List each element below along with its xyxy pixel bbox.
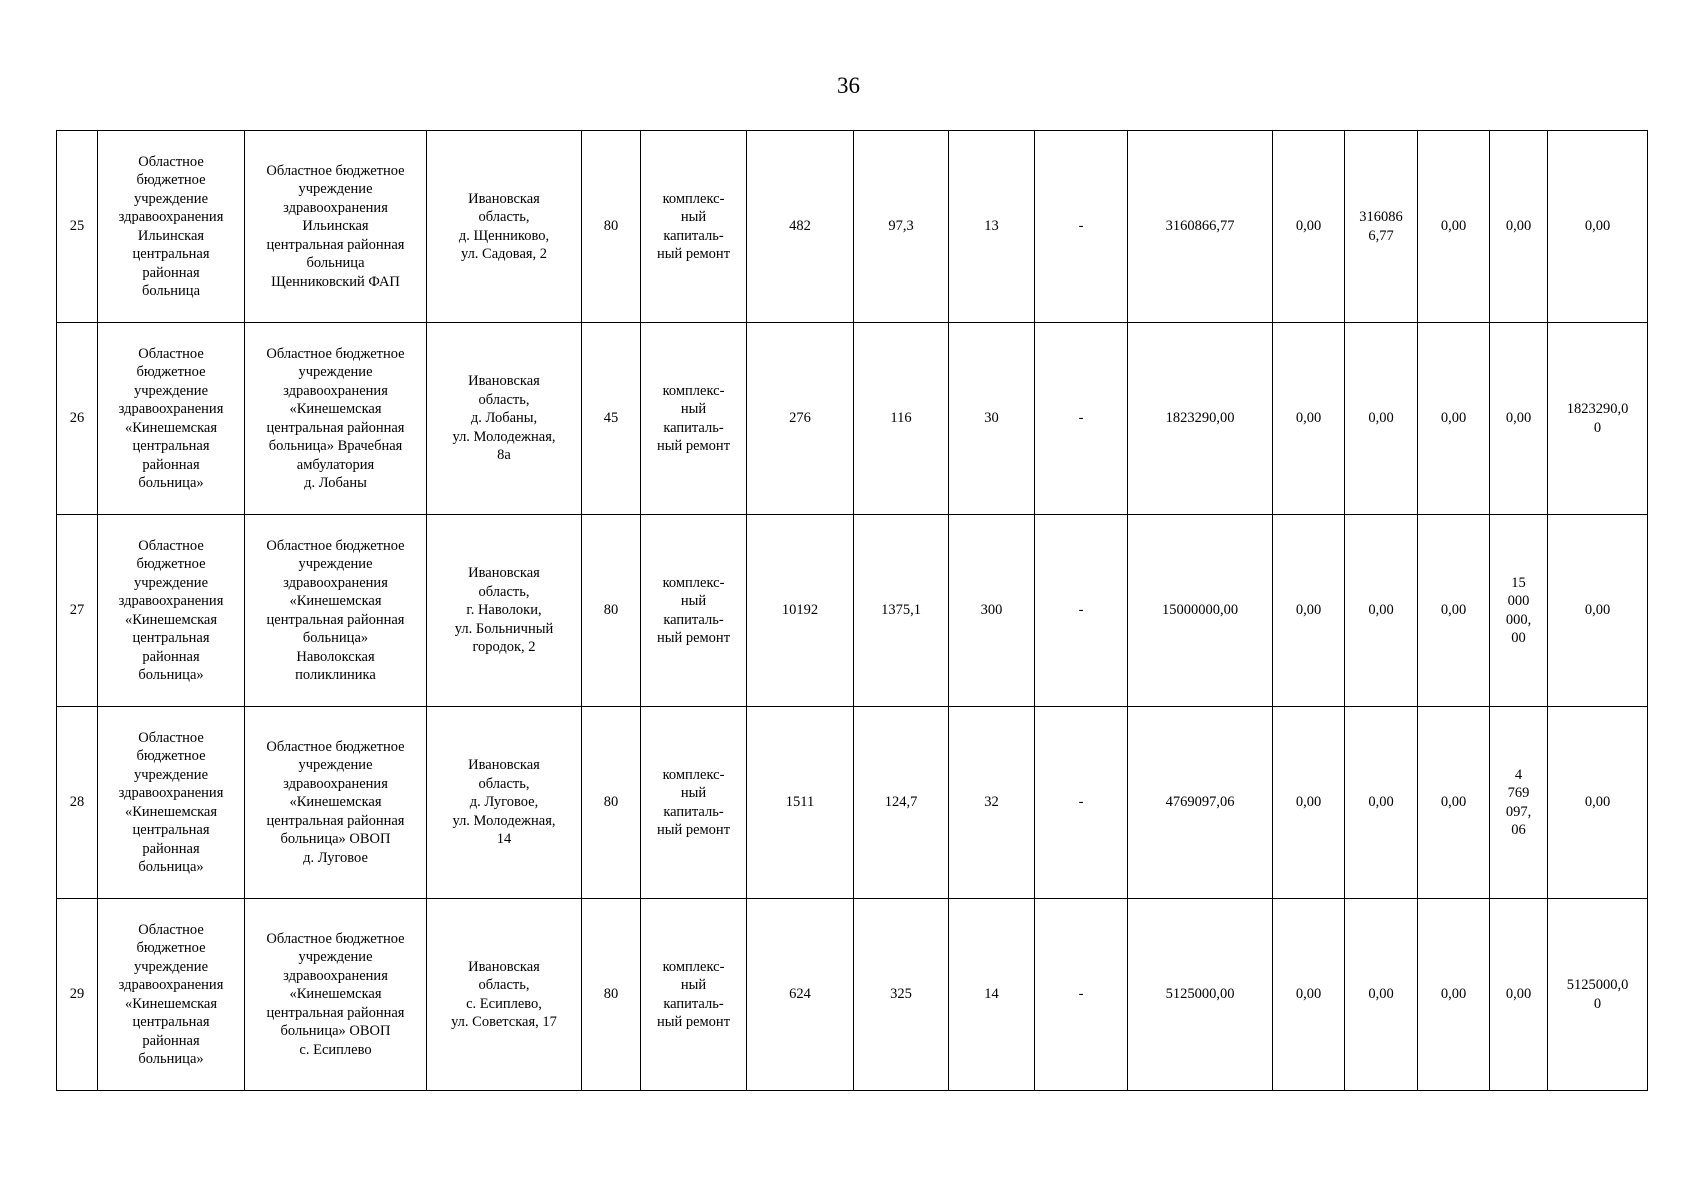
- total-cost-cell: 5125000,00: [1128, 899, 1273, 1091]
- cell-line: 0,00: [1368, 986, 1394, 1003]
- cell-line: Областное бюджетное: [266, 537, 405, 554]
- cell-line: 000: [1507, 593, 1530, 609]
- cell-line: капиталь-: [663, 611, 724, 628]
- cell-line: районная: [142, 840, 200, 857]
- cell-line: Ивановская: [468, 565, 540, 582]
- cell-line: Областное: [138, 537, 204, 554]
- cell-line: ул. Молодежная,: [452, 812, 556, 829]
- address-cell: [427, 899, 582, 1091]
- cell-line: 00: [1511, 630, 1526, 646]
- col16-cell: [1548, 131, 1648, 323]
- cell-line: д. Луговое: [303, 849, 368, 866]
- cell-line: Ильинская: [137, 227, 205, 244]
- cell-line: больница: [306, 255, 365, 272]
- cell-line: 0,00: [1505, 218, 1532, 235]
- wear-cell: 80: [582, 899, 641, 1091]
- cell-line: область,: [478, 775, 530, 792]
- col12-cell: 0,00: [1273, 707, 1345, 899]
- cell-line: районная: [142, 456, 200, 473]
- cell-line: учреждение: [133, 190, 208, 207]
- cell-line: центральная: [132, 822, 210, 838]
- cell-line: «Кинешемская: [289, 401, 382, 417]
- col7-cell: 1511: [747, 707, 854, 899]
- cell-line: 0,00: [1368, 794, 1394, 811]
- col13-cell: [1345, 707, 1418, 899]
- cell-line: ул. Садовая, 2: [460, 246, 548, 262]
- cell-line: ный ремонт: [656, 630, 731, 646]
- cell-line: здравоохранения: [283, 967, 388, 984]
- cell-line: ный ремонт: [656, 822, 731, 838]
- wear-cell: 80: [582, 131, 641, 323]
- cell-line: 6,77: [1368, 227, 1394, 244]
- cell-line: Областное бюджетное: [266, 345, 405, 362]
- cell-line: учреждение: [298, 757, 373, 774]
- cell-line: Наволокская: [296, 648, 375, 665]
- col13-cell: [1345, 515, 1418, 707]
- cell-line: комплекс-: [662, 190, 725, 207]
- cell-line: Областное: [138, 921, 204, 938]
- row-number-cell: 29: [57, 899, 98, 1091]
- cell-line: ный: [680, 785, 707, 801]
- cell-line: 0,00: [1505, 410, 1532, 427]
- col13-cell: [1345, 323, 1418, 515]
- total-cost-cell: 4769097,06: [1128, 707, 1273, 899]
- cell-line: Областное бюджетное: [266, 930, 405, 947]
- row-number-cell: 25: [57, 131, 98, 323]
- col15-cell: [1490, 515, 1548, 707]
- address-cell: [427, 707, 582, 899]
- cell-line: учреждение: [298, 556, 373, 572]
- col15-cell: [1490, 323, 1548, 515]
- work-type-cell: [641, 131, 747, 323]
- wear-cell: 45: [582, 323, 641, 515]
- object-cell: [245, 131, 427, 323]
- cell-line: учреждение: [133, 958, 208, 975]
- cell-line: ный: [680, 977, 707, 993]
- cell-line: учреждение: [298, 949, 373, 966]
- owner-cell: [98, 131, 245, 323]
- cell-line: капиталь-: [663, 803, 724, 820]
- cell-line: г. Наволоки,: [466, 602, 542, 619]
- col16-cell: [1548, 899, 1648, 1091]
- cell-line: «Кинешемская: [124, 611, 218, 628]
- work-type-cell: [641, 515, 747, 707]
- cell-line: область,: [478, 977, 530, 993]
- cell-line: 769: [1507, 785, 1530, 801]
- col7-cell: 482: [747, 131, 854, 323]
- cell-line: 0,00: [1584, 794, 1611, 811]
- cell-line: больница» Врачебная: [268, 438, 403, 454]
- col9-cell: 30: [949, 323, 1035, 515]
- cell-line: городок, 2: [472, 639, 536, 656]
- row-number-cell: 28: [57, 707, 98, 899]
- cell-line: бюджетное: [136, 172, 206, 188]
- cell-line: больница»: [138, 1051, 204, 1067]
- cell-line: 0,00: [1584, 602, 1611, 619]
- address-cell: [427, 131, 582, 323]
- col15-cell: [1490, 899, 1548, 1091]
- total-cost-cell: 15000000,00: [1128, 515, 1273, 707]
- cell-line: 097,: [1505, 803, 1532, 820]
- cell-line: 316086: [1359, 209, 1403, 225]
- cell-line: центральная районная: [266, 1004, 405, 1021]
- col15-cell: [1490, 707, 1548, 899]
- cell-line: д. Лобаны,: [470, 410, 538, 427]
- col13-cell: [1345, 899, 1418, 1091]
- col12-cell: 0,00: [1273, 131, 1345, 323]
- col10-cell: -: [1035, 707, 1128, 899]
- cell-line: учреждение: [133, 574, 208, 591]
- page-number: 36: [837, 73, 860, 98]
- cell-line: учреждение: [298, 181, 373, 198]
- cell-line: «Кинешемская: [289, 794, 382, 811]
- cell-line: Ивановская: [468, 958, 540, 975]
- cell-line: Областное бюджетное: [266, 162, 405, 179]
- col14-cell: 0,00: [1418, 707, 1490, 899]
- object-cell: [245, 323, 427, 515]
- col7-cell: 624: [747, 899, 854, 1091]
- cell-line: ул. Советская, 17: [451, 1014, 557, 1030]
- address-cell: [427, 323, 582, 515]
- cell-line: капиталь-: [663, 995, 724, 1012]
- cell-line: центральная: [132, 1014, 210, 1030]
- table-row: [57, 131, 1648, 323]
- cell-line: область,: [478, 209, 530, 225]
- col8-cell: 116: [854, 323, 949, 515]
- total-cost-cell: 1823290,00: [1128, 323, 1273, 515]
- col12-cell: 0,00: [1273, 323, 1345, 515]
- col8-cell: 124,7: [854, 707, 949, 899]
- cell-line: 0,00: [1368, 602, 1394, 619]
- cell-line: комплекс-: [662, 574, 725, 591]
- col13-cell: [1345, 131, 1418, 323]
- cell-line: «Кинешемская: [124, 995, 218, 1012]
- col16-cell: [1548, 515, 1648, 707]
- work-type-cell: [641, 323, 747, 515]
- col8-cell: 325: [854, 899, 949, 1091]
- cell-line: районная: [142, 1032, 200, 1049]
- cell-line: ный ремонт: [656, 1014, 731, 1030]
- cell-line: Областное: [138, 729, 204, 746]
- cell-line: Ивановская: [468, 190, 540, 207]
- cell-line: здравоохранения: [283, 574, 388, 591]
- facilities-table: [56, 130, 1648, 1091]
- cell-line: «Кинешемская: [124, 803, 218, 820]
- row-number-cell: 26: [57, 323, 98, 515]
- cell-line: 15: [1511, 574, 1526, 591]
- col9-cell: 300: [949, 515, 1035, 707]
- col14-cell: 0,00: [1418, 899, 1490, 1091]
- cell-line: центральная районная: [266, 419, 405, 436]
- col14-cell: 0,00: [1418, 323, 1490, 515]
- cell-line: районная: [142, 264, 200, 281]
- cell-line: область,: [478, 391, 530, 408]
- cell-line: 4: [1514, 766, 1523, 783]
- cell-line: здравоохранения: [118, 785, 224, 801]
- owner-cell: [98, 323, 245, 515]
- cell-line: ный ремонт: [656, 438, 731, 454]
- cell-line: 14: [496, 831, 512, 848]
- col8-cell: 1375,1: [854, 515, 949, 707]
- col14-cell: 0,00: [1418, 515, 1490, 707]
- owner-cell: [98, 707, 245, 899]
- cell-line: Ивановская: [468, 373, 540, 390]
- col7-cell: 276: [747, 323, 854, 515]
- col10-cell: -: [1035, 899, 1128, 1091]
- cell-line: с. Есиплево,: [466, 995, 542, 1012]
- cell-line: комплекс-: [662, 958, 725, 975]
- col16-cell: [1548, 323, 1648, 515]
- col10-cell: -: [1035, 515, 1128, 707]
- cell-line: Ивановская: [468, 757, 540, 774]
- cell-line: 000,: [1505, 611, 1532, 628]
- cell-line: учреждение: [133, 766, 208, 783]
- cell-line: учреждение: [298, 364, 373, 380]
- cell-line: бюджетное: [136, 364, 206, 380]
- work-type-cell: [641, 707, 747, 899]
- cell-line: д. Лобаны: [304, 475, 367, 491]
- cell-line: ный: [680, 401, 707, 417]
- col16-cell: [1548, 707, 1648, 899]
- cell-line: ный: [680, 209, 707, 225]
- cell-line: Ильинская: [302, 218, 369, 235]
- total-cost-cell: 3160866,77: [1128, 131, 1273, 323]
- cell-line: капиталь-: [663, 227, 724, 244]
- cell-line: больница: [142, 283, 200, 299]
- row-number-cell: 27: [57, 515, 98, 707]
- object-cell: [245, 707, 427, 899]
- cell-line: 0,00: [1505, 986, 1532, 1003]
- cell-line: больница»: [138, 859, 204, 875]
- cell-line: 0,00: [1584, 218, 1611, 235]
- cell-line: центральная: [132, 630, 210, 646]
- cell-line: комплекс-: [662, 766, 725, 783]
- cell-line: 8а: [497, 447, 511, 464]
- cell-line: бюджетное: [136, 556, 206, 572]
- address-cell: [427, 515, 582, 707]
- cell-line: Щенниковский ФАП: [271, 273, 400, 290]
- col10-cell: -: [1035, 323, 1128, 515]
- cell-line: 5125000,0: [1566, 977, 1629, 993]
- cell-line: здравоохранения: [118, 401, 224, 417]
- cell-line: здравоохранения: [283, 382, 388, 399]
- wear-cell: 80: [582, 707, 641, 899]
- cell-line: ный: [680, 593, 707, 609]
- cell-line: больница»: [138, 475, 204, 491]
- table-body: [57, 131, 1648, 1091]
- object-cell: [245, 515, 427, 707]
- cell-line: д. Луговое,: [469, 794, 539, 811]
- cell-line: комплекс-: [662, 382, 725, 399]
- cell-line: здравоохранения: [283, 199, 388, 216]
- col9-cell: 32: [949, 707, 1035, 899]
- cell-line: ул. Молодежная,: [452, 428, 556, 445]
- owner-cell: [98, 899, 245, 1091]
- cell-line: больница» ОВОП: [280, 1023, 391, 1040]
- cell-line: 0: [1593, 419, 1602, 436]
- owner-cell: [98, 515, 245, 707]
- cell-line: «Кинешемская: [289, 593, 382, 609]
- cell-line: капиталь-: [663, 419, 724, 436]
- cell-line: поликлиника: [295, 667, 376, 683]
- cell-line: область,: [478, 583, 530, 600]
- table-row: [57, 899, 1648, 1091]
- col10-cell: -: [1035, 131, 1128, 323]
- cell-line: д. Щенниково,: [458, 227, 550, 244]
- col9-cell: 13: [949, 131, 1035, 323]
- cell-line: 0: [1593, 995, 1602, 1012]
- table-row: [57, 323, 1648, 515]
- cell-line: «Кинешемская: [289, 986, 382, 1003]
- cell-line: «Кинешемская: [124, 419, 218, 436]
- table-row: [57, 707, 1648, 899]
- cell-line: центральная: [132, 246, 210, 262]
- cell-line: Областное бюджетное: [266, 738, 405, 755]
- col12-cell: 0,00: [1273, 515, 1345, 707]
- cell-line: здравоохранения: [283, 775, 388, 792]
- cell-line: бюджетное: [136, 940, 206, 956]
- cell-line: здравоохранения: [118, 593, 224, 609]
- cell-line: больница»: [302, 630, 369, 646]
- col12-cell: 0,00: [1273, 899, 1345, 1091]
- cell-line: здравоохранения: [118, 977, 224, 993]
- wear-cell: 80: [582, 515, 641, 707]
- cell-line: центральная районная: [266, 812, 405, 829]
- col8-cell: 97,3: [854, 131, 949, 323]
- cell-line: центральная районная: [266, 236, 405, 253]
- cell-line: ный ремонт: [656, 246, 731, 262]
- col14-cell: 0,00: [1418, 131, 1490, 323]
- cell-line: районная: [142, 648, 200, 665]
- cell-line: амбулатория: [296, 456, 375, 473]
- col9-cell: 14: [949, 899, 1035, 1091]
- cell-line: 0,00: [1368, 410, 1394, 427]
- cell-line: 1823290,0: [1566, 401, 1629, 417]
- cell-line: Областное: [138, 153, 204, 170]
- cell-line: бюджетное: [136, 748, 206, 764]
- cell-line: с. Есиплево: [299, 1041, 372, 1058]
- cell-line: учреждение: [133, 382, 208, 399]
- col15-cell: [1490, 131, 1548, 323]
- cell-line: 06: [1511, 822, 1526, 838]
- col7-cell: 10192: [747, 515, 854, 707]
- cell-line: ул. Больничный: [454, 620, 554, 637]
- table-row: [57, 515, 1648, 707]
- object-cell: [245, 899, 427, 1091]
- cell-line: центральная районная: [266, 611, 405, 628]
- work-type-cell: [641, 899, 747, 1091]
- cell-line: больница» ОВОП: [280, 831, 391, 848]
- cell-line: центральная: [132, 438, 210, 454]
- cell-line: больница»: [138, 667, 204, 683]
- cell-line: Областное: [138, 345, 204, 362]
- cell-line: здравоохранения: [118, 209, 224, 225]
